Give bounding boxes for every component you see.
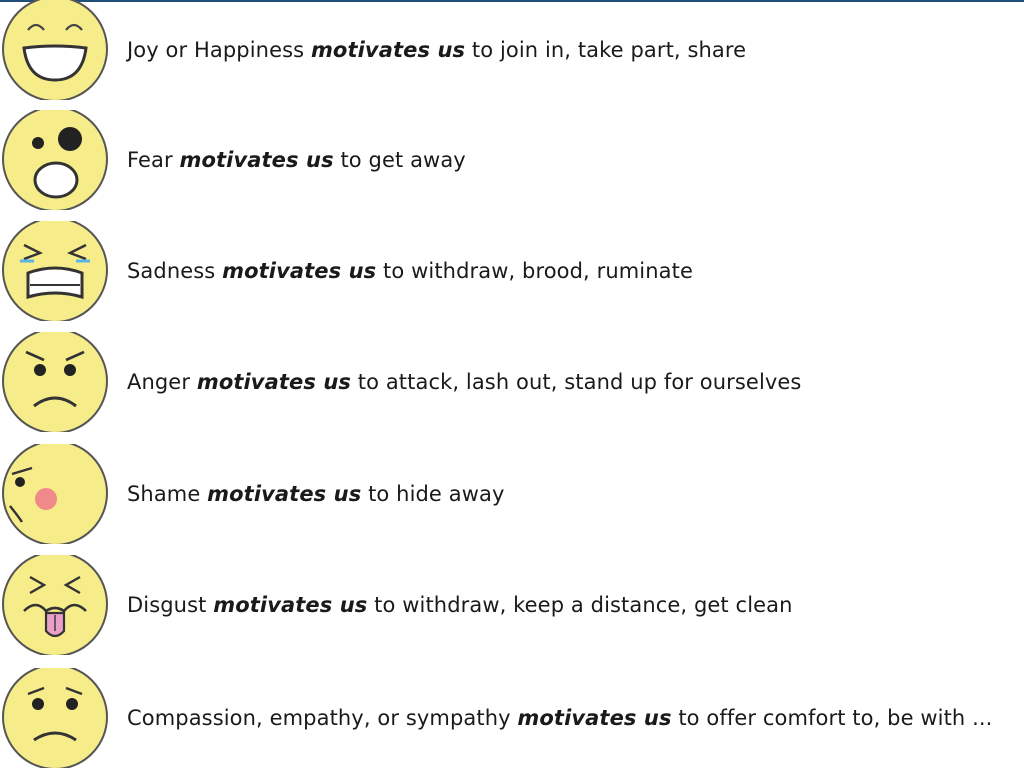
shame-face-icon [0, 444, 112, 544]
joy-face-icon [0, 0, 112, 100]
sadness-face-icon [0, 221, 112, 321]
emotion-row-sadness [0, 221, 1024, 321]
emotion-text: Disgust motivates us to withdraw, keep a distance, get clean [127, 593, 793, 617]
fear-face-icon [0, 110, 112, 210]
emotion-text: Sadness motivates us to withdraw, brood, ruminate [127, 259, 693, 283]
emotion-text: Joy or Happiness motivates us to join in, take part, share [127, 38, 747, 62]
emotion-row-disgust [0, 555, 1024, 655]
compassion-face-icon [0, 668, 112, 768]
emotion-row-shame [0, 444, 1024, 544]
emotion-row-anger [0, 332, 1024, 432]
emotion-text: Shame motivates us to hide away [127, 482, 505, 506]
emotion-text: Anger motivates us to attack, lash out, stand up for ourselves [127, 370, 802, 394]
anger-face-icon [0, 332, 112, 432]
emotion-row-joy [0, 0, 1024, 100]
emotion-row-compassion [0, 668, 1024, 768]
emotion-text: Compassion, empathy, or sympathy motivates us to offer comfort to, be with ... [127, 706, 993, 730]
emotion-row-fear [0, 110, 1024, 210]
emotion-text: Fear motivates us to get away [127, 148, 466, 172]
disgust-face-icon [0, 555, 112, 655]
